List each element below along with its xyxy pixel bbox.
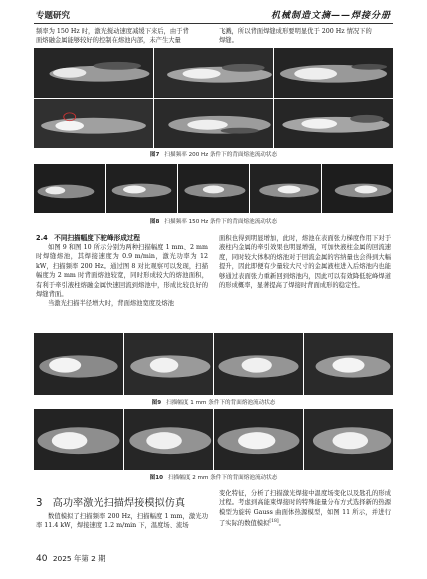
weld-pool-frame bbox=[154, 48, 273, 98]
weld-pool-frame bbox=[214, 333, 303, 395]
figure-number: 图8 bbox=[149, 219, 160, 225]
header-rule bbox=[34, 23, 393, 24]
text-line: 飞溅，所以背面焊缝成形要明显优于 200 Hz 情况下的 bbox=[219, 28, 372, 35]
section-3-left-column bbox=[36, 512, 208, 531]
weld-pool-frame bbox=[34, 333, 123, 395]
weld-pool-frame bbox=[274, 48, 393, 98]
caption-text: 扫描频率 200 Hz 条件下的背面熔池流动状态 bbox=[164, 152, 278, 158]
figure-10-image-strip bbox=[34, 409, 393, 470]
weld-pool-frame bbox=[34, 99, 153, 149]
section-2-4-right-column bbox=[219, 234, 391, 290]
caption-text: 扫描频率 150 Hz 条件下的背面熔池流动状态 bbox=[164, 219, 278, 225]
weld-pool-frame bbox=[178, 164, 249, 213]
weld-pool-frame bbox=[34, 164, 105, 213]
figure-7-caption bbox=[0, 150, 427, 158]
text-line: 面熔融金属能够较好的控制在熔池内部，未产生大量 bbox=[36, 37, 181, 45]
weld-pool-frame bbox=[106, 164, 177, 213]
weld-pool-frame bbox=[304, 333, 393, 395]
text-line: 焊缝。 bbox=[219, 37, 238, 45]
paragraph: 面积也得到明显增加，此时，熔池在表面张力梯度作用下对于液柱内金属的牵引效果也明显增强，可加快液柱金属的回流速度，同时较大体积的熔池对于回流金属的容纳量也会得到大幅提升，因此即便有少量较大尺寸的金属液柱进入后熔池内也能够通过表面张力重新回到熔池内，因此可以有效降低驼峰焊道的形成概率，显著提高了焊接时背面成形的稳定性。 bbox=[219, 235, 391, 290]
weld-pool-frame bbox=[274, 99, 393, 149]
weld-pool-frame bbox=[304, 409, 393, 470]
page-number: 40 bbox=[36, 554, 48, 564]
figure-8-caption bbox=[0, 217, 427, 225]
figure-number: 图10 bbox=[149, 475, 164, 481]
weld-pool-frame bbox=[322, 164, 393, 213]
weld-pool-frame bbox=[34, 48, 153, 98]
journal-title: 机械制造文摘——焊接分册 bbox=[270, 11, 391, 21]
section-2-4-title: 2.4 不同扫描幅度下驼峰形成过程 bbox=[36, 234, 140, 242]
paragraph-end: 。 bbox=[278, 520, 285, 528]
issue-label: 2025 年第 2 期 bbox=[52, 554, 106, 563]
figure-number: 图7 bbox=[149, 152, 160, 158]
paragraph: 数值模拟了扫描频率 200 Hz，扫描幅度 1 mm，激光功率 11.4 kW，焊接速度 1.2 m/min 下，温度场、流场 bbox=[36, 513, 208, 530]
weld-pool-frame bbox=[214, 409, 303, 470]
figure-9-caption bbox=[0, 398, 427, 406]
top-text-right bbox=[219, 27, 391, 46]
figure-9-image-strip bbox=[34, 333, 393, 395]
weld-pool-frame bbox=[124, 409, 213, 470]
section-3-right-column bbox=[219, 489, 391, 529]
paragraph: 当激光扫描半径增大时，背面熔池宽度及熔池 bbox=[48, 300, 174, 308]
section-3-title: 3 高功率激光扫描焊接模拟仿真 bbox=[36, 498, 186, 509]
section-2-4-left-column bbox=[36, 243, 208, 309]
figure-7-image-grid bbox=[34, 48, 393, 148]
reference-citation: [18] bbox=[269, 519, 279, 525]
caption-text: 扫描幅度 1 mm 条件下的背面熔池流动状态 bbox=[166, 400, 276, 406]
weld-pool-frame bbox=[154, 99, 273, 149]
page-footer bbox=[36, 553, 106, 564]
paragraph-text: 变化特征，分析了扫描激光焊接中温度场变化以及匙孔的形成过程。考虑到高能束焊接时的特殊能量分布方式选择新的热源模型为旋转 Gauss 曲面体热源模型，如图 11 所示，并进行了实际的数值模拟 bbox=[219, 490, 391, 528]
section-label: 专题研究 bbox=[36, 11, 71, 21]
paragraph: 如图 9 和图 10 所示分别为两种扫描幅度 1 mm、2 mm 时焊缝熔池，其焊接速度为 0.9 m/min，激光功率为 12 kW，扫描频率 200 Hz。通过图 8 对比观察可以发现，扫描幅度为 2 mm 时背面熔池较宽，同时形成较大的熔池面积，有利于牵引液柱熔融金属快速回流到熔池中，形成比较良好的焊缝背面。 bbox=[36, 244, 208, 299]
figure-10-caption bbox=[0, 473, 427, 481]
top-text-left bbox=[36, 27, 208, 46]
weld-pool-frame bbox=[34, 409, 123, 470]
figure-number: 图9 bbox=[151, 400, 162, 406]
figure-8-image-strip bbox=[34, 164, 393, 213]
text-line: 频率为 150 Hz 时，激光搅动速度减缓下来后，由于背 bbox=[36, 28, 189, 35]
weld-pool-frame bbox=[250, 164, 321, 213]
caption-text: 扫描幅度 2 mm 条件下的背面熔池流动状态 bbox=[168, 475, 278, 481]
weld-pool-frame bbox=[124, 333, 213, 395]
paragraph bbox=[219, 489, 391, 529]
